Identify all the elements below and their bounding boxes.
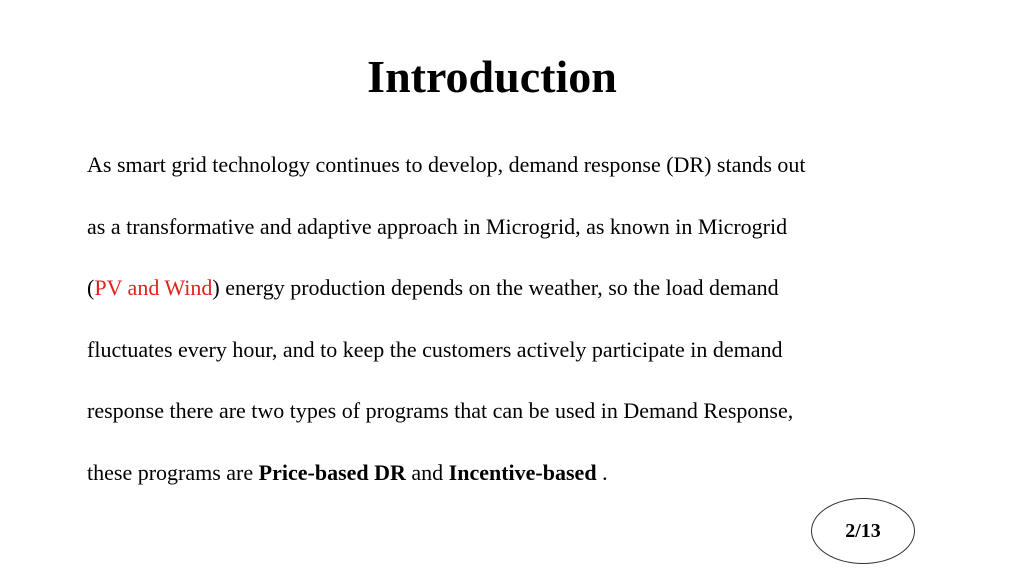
body-line-5: response there are two types of programs that can be used in Demand Response, [87,398,794,423]
body-line-3 [87,263,947,325]
page-number-badge: 2/13 [811,498,915,564]
body-line-1: As smart grid technology continues to develop, demand response (DR) stands out [87,152,806,177]
body-line-2: as a transformative and adaptive approach in Microgrid, as known in Microgrid [87,213,788,239]
bold-price-based-dr: Price-based DR [258,459,406,485]
body-paragraph [87,140,947,509]
body-line-6-end: . [596,459,608,485]
body-line-6-start: these programs are [87,459,259,485]
body-line-3-rest: ) energy production depends on the weather, so the load demand [212,275,779,300]
slide-title: Introduction [367,51,617,102]
highlight-pv-and-wind: PV and Wind [94,275,213,300]
open-paren: ( [87,275,95,300]
bold-incentive-based: Incentive-based [448,459,597,485]
body-line-6 [87,448,947,510]
body-line-4: fluctuates every hour, and to keep the customers actively participate in demand [87,336,783,362]
body-line-6-mid: and [405,459,449,485]
